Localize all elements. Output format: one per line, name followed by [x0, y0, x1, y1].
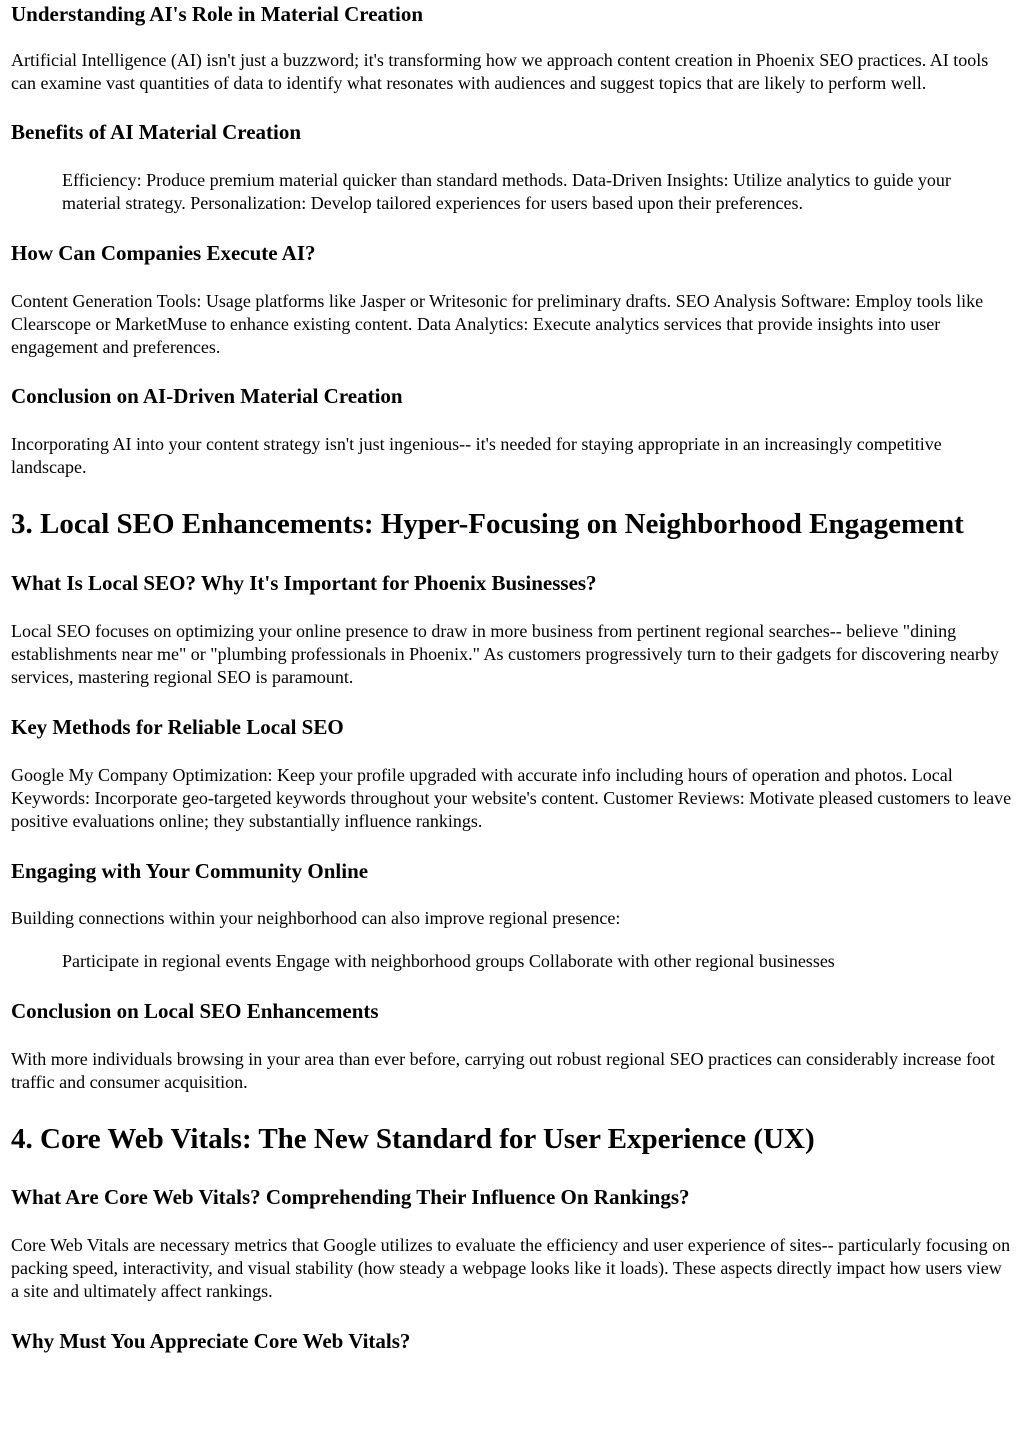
- list-community: Participate in regional events Engage with neighborhood groups Collaborate with other regional businesses: [62, 951, 835, 971]
- paragraph-local-seo-conclusion: With more individuals browsing in your area than ever before, carrying out robust regional SEO practices can considerably increase foot traffic and consumer acquisition.: [11, 1049, 995, 1092]
- heading-ai-role: Understanding AI's Role in Material Creation: [11, 2, 424, 26]
- heading-ai-benefits: Benefits of AI Material Creation: [11, 120, 302, 144]
- heading-local-seo-what: What Is Local SEO? Why It's Important for Phoenix Businesses?: [11, 571, 597, 595]
- paragraph-ai-execute: Content Generation Tools: Usage platforms like Jasper or Writesonic for preliminary drafts. SEO Analysis Software: Employ tools like Clearscope or MarketMuse to enhance existing content. Data Analytics: Execute analytics services that provide insights into user engagement and preferences.: [11, 291, 984, 357]
- paragraph-ai-role: Artificial Intelligence (AI) isn't just a buzzword; it's transforming how we approach content creation in Phoenix SEO practices. AI tools can examine vast quantities of data to identify what resonates with audiences and suggest topics that are likely to perform well.: [11, 50, 989, 93]
- heading-community: Engaging with Your Community Online: [11, 859, 369, 883]
- paragraph-community: Building connections within your neighborhood can also improve regional presence:: [11, 908, 621, 928]
- paragraph-core-web-vitals-what: Core Web Vitals are necessary metrics that Google utilizes to evaluate the efficiency and user experience of sites-- particularly focusing on packing speed, interactivity, and visual stability (how steady a webpage looks like it loads). These aspects directly impact how users view a site and ultimately affect rankings.: [11, 1235, 1011, 1301]
- list-ai-benefits: Efficiency: Produce premium material quicker than standard methods. Data-Driven Insights: Utilize analytics to guide your material strategy. Personalization: Develop tailored experiences for users based upon their preferences.: [62, 170, 951, 213]
- heading-ai-execute: How Can Companies Execute AI?: [11, 241, 316, 265]
- article: [0, 1, 1024, 1354]
- paragraph-ai-conclusion: Incorporating AI into your content strategy isn't just ingenious-- it's needed for staying appropriate in an increasingly competitive landscape.: [11, 434, 942, 477]
- heading-ai-conclusion: Conclusion on AI-Driven Material Creation: [11, 384, 403, 408]
- heading-core-web-vitals-what: What Are Core Web Vitals? Comprehending Their Influence On Rankings?: [11, 1185, 690, 1209]
- heading-local-seo: 3. Local SEO Enhancements: Hyper-Focusing on Neighborhood Engagement: [11, 508, 964, 540]
- heading-core-web-vitals: 4. Core Web Vitals: The New Standard for User Experience (UX): [11, 1123, 815, 1155]
- heading-local-seo-methods: Key Methods for Reliable Local SEO: [11, 715, 344, 739]
- paragraph-local-seo-methods: Google My Company Optimization: Keep your profile upgraded with accurate info including hours of operation and photos. Local Keywords: Incorporate geo-targeted keywords throughout your website's content. Customer Reviews: Motivate pleased customers to leave positive evaluations online; they substantially influence rankings.: [11, 765, 1012, 831]
- heading-core-web-vitals-why: Why Must You Appreciate Core Web Vitals?: [11, 1329, 411, 1353]
- heading-local-seo-conclusion: Conclusion on Local SEO Enhancements: [11, 999, 379, 1023]
- paragraph-local-seo-what: Local SEO focuses on optimizing your online presence to draw in more business from pertinent regional searches-- believe "dining establishments near me" or "plumbing professionals in Phoenix." As customers progressively turn to their gadgets for discovering nearby services, mastering regional SEO is paramount.: [11, 621, 999, 687]
